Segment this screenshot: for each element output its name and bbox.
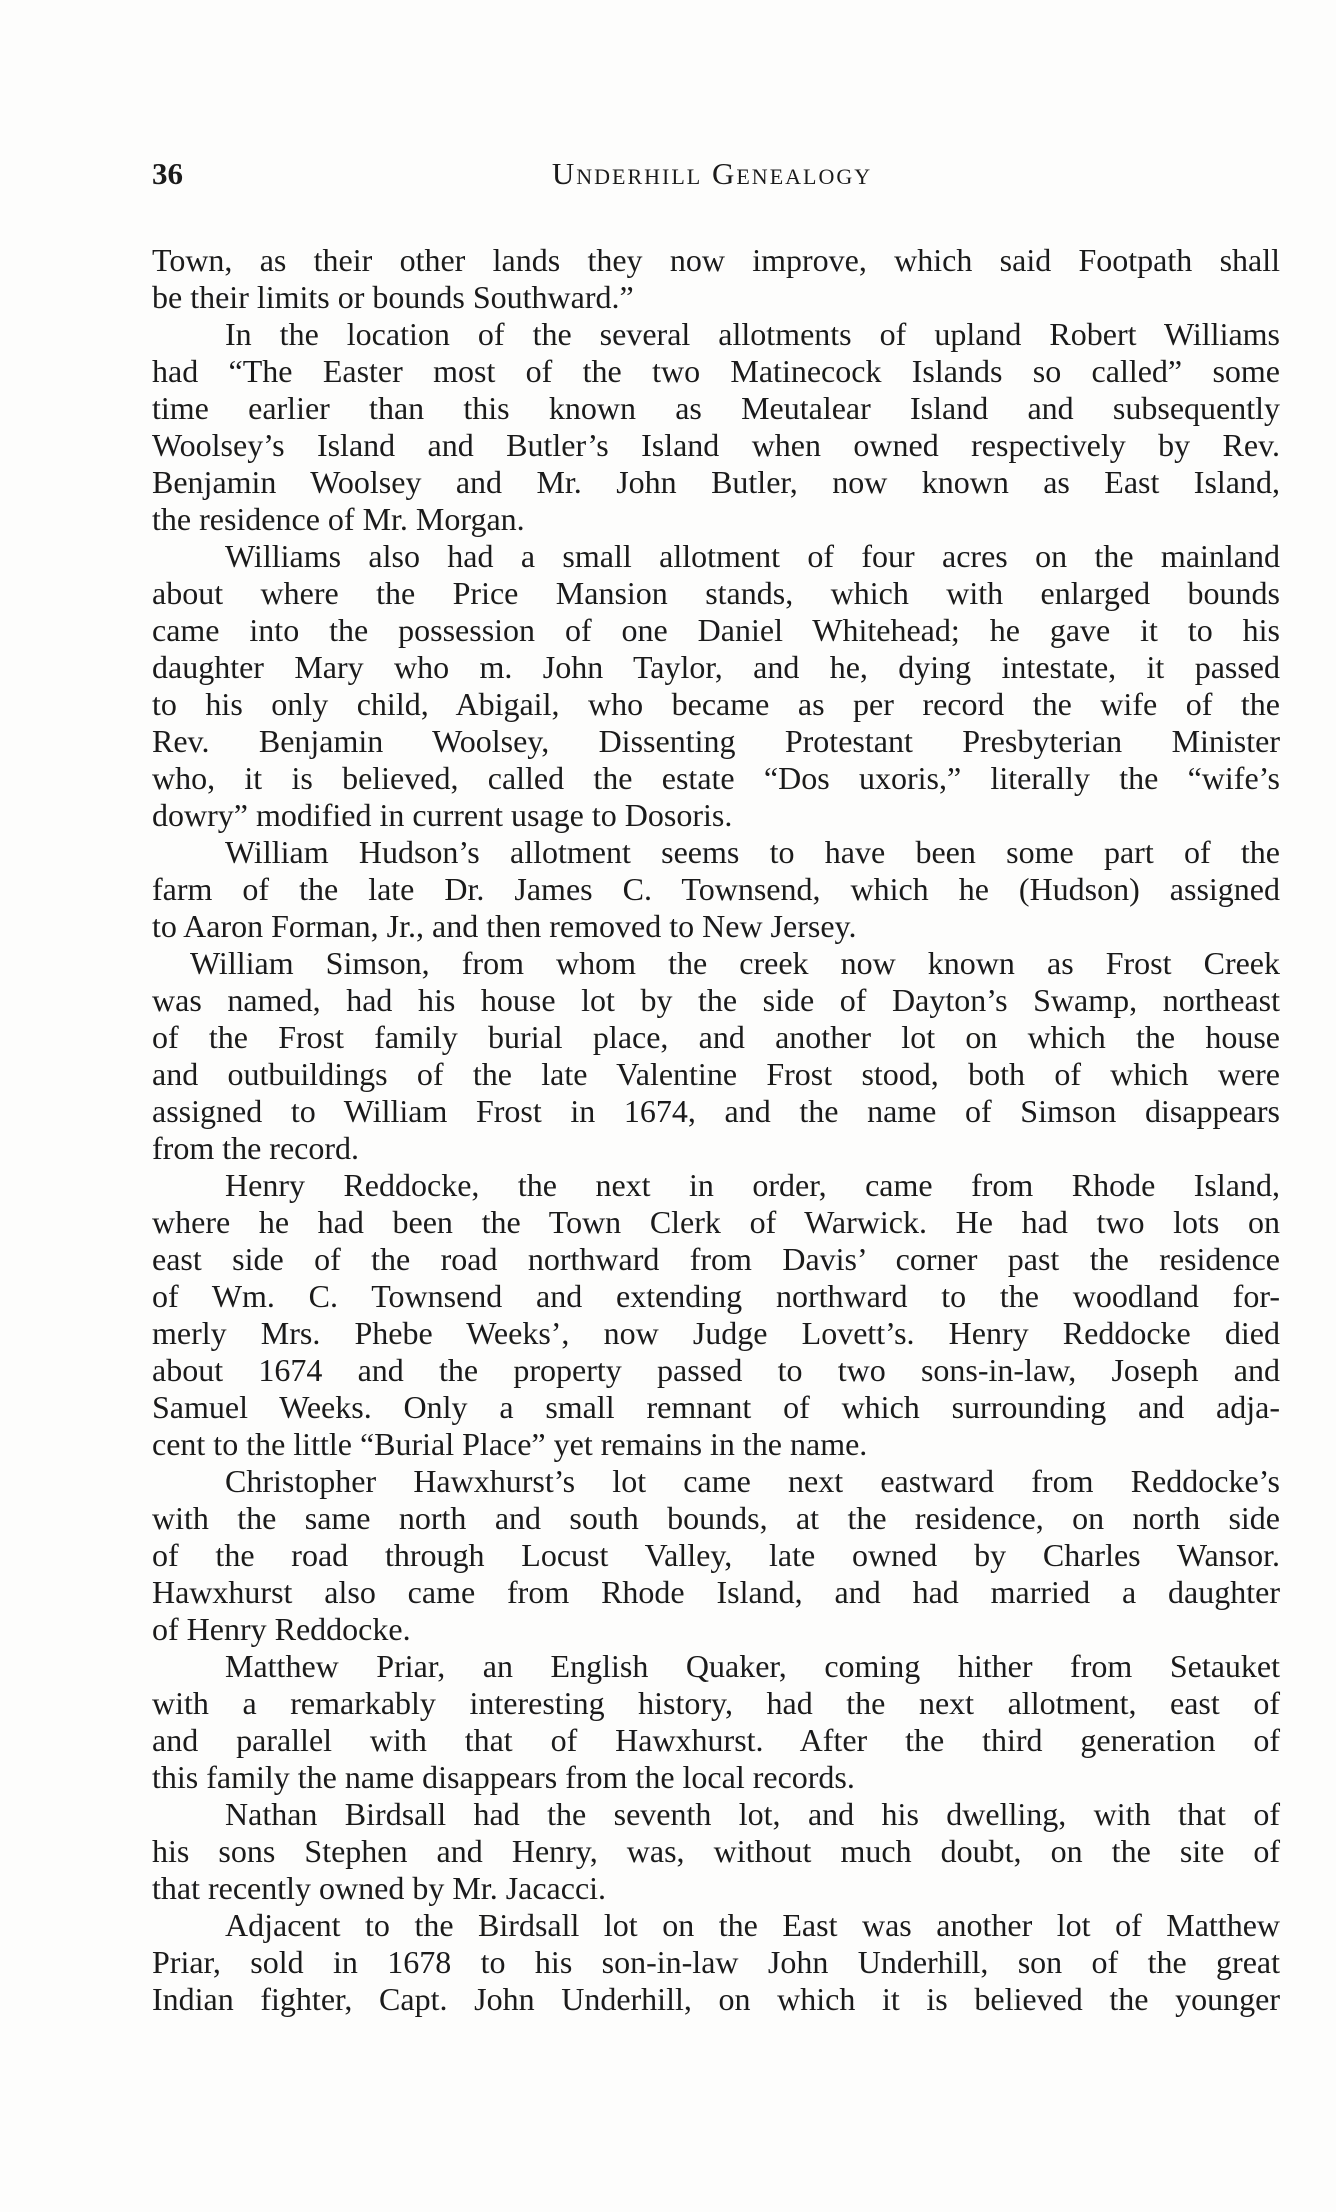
text-line: to Aaron Forman, Jr., and then removed to New Jersey. (152, 908, 857, 944)
text-line: Henry Reddocke, the next in order, came from Rhode Island, (225, 1167, 1280, 1203)
text-line: that recently owned by Mr. Jacacci. (152, 1870, 607, 1906)
paragraph (152, 316, 1280, 538)
text-line: to his only child, Abigail, who became as per record the wife of the (152, 686, 1280, 722)
paragraph (152, 1907, 1280, 2018)
text-line: Williams also had a small allotment of four acres on the mainland (225, 538, 1280, 574)
text-line: Christopher Hawxhurst’s lot came next eastward from Reddocke’s (225, 1463, 1280, 1499)
text-line: assigned to William Frost in 1674, and the name of Simson disappears (152, 1093, 1280, 1129)
text-line: and parallel with that of Hawxhurst. After the third generation of (152, 1722, 1280, 1758)
text-line: merly Mrs. Phebe Weeks’, now Judge Lovett’s. Henry Reddocke died (152, 1315, 1280, 1351)
text-line: of the Frost family burial place, and another lot on which the house (152, 1019, 1280, 1055)
text-line: Priar, sold in 1678 to his son-in-law John Underhill, son of the great (152, 1944, 1280, 1980)
text-line: of the road through Locust Valley, late owned by Charles Wansor. (152, 1537, 1280, 1573)
paragraph (152, 1167, 1280, 1463)
text-body (152, 242, 1280, 2018)
text-line: of Wm. C. Townsend and extending northward to the woodland for- (152, 1278, 1280, 1314)
text-line: Indian fighter, Capt. John Underhill, on which it is believed the younger (152, 1981, 1280, 2017)
paragraph (152, 1796, 1280, 1907)
text-line: be their limits or bounds Southward.” (152, 279, 634, 315)
text-line: was named, had his house lot by the side of Dayton’s Swamp, northeast (152, 982, 1280, 1018)
text-line: Town, as their other lands they now improve, which said Footpath shall (152, 242, 1280, 278)
paragraph (152, 945, 1280, 1167)
text-line: who, it is believed, called the estate “Dos uxoris,” literally the “wife’s (152, 760, 1280, 796)
text-line: In the location of the several allotments of upland Robert Williams (225, 316, 1280, 352)
text-line: William Hudson’s allotment seems to have been some part of the (225, 834, 1280, 870)
paragraph (152, 538, 1280, 834)
text-line: where he had been the Town Clerk of Warwick. He had two lots on (152, 1204, 1280, 1240)
text-line: daughter Mary who m. John Taylor, and he, dying intestate, it passed (152, 649, 1280, 685)
text-line: William Simson, from whom the creek now known as Frost Creek (190, 945, 1280, 981)
page-number: 36 (152, 156, 183, 191)
running-head: Underhill Genealogy (551, 156, 873, 191)
paragraph (152, 1648, 1280, 1796)
text-line: and outbuildings of the late Valentine Frost stood, both of which were (152, 1056, 1280, 1092)
text-line: Adjacent to the Birdsall lot on the East was another lot of Matthew (225, 1907, 1280, 1943)
text-line: this family the name disappears from the local records. (152, 1759, 855, 1795)
text-line: time earlier than this known as Meutalear Island and subsequently (152, 390, 1280, 426)
text-line: Woolsey’s Island and Butler’s Island when owned respectively by Rev. (152, 427, 1280, 463)
text-line: about 1674 and the property passed to two sons-in-law, Joseph and (152, 1352, 1280, 1388)
text-line: with the same north and south bounds, at the residence, on north side (152, 1500, 1280, 1536)
text-line: of Henry Reddocke. (152, 1611, 411, 1647)
text-line: Samuel Weeks. Only a small remnant of which surrounding and adja- (152, 1389, 1280, 1425)
paragraph (152, 1463, 1280, 1648)
text-line: Hawxhurst also came from Rhode Island, and had married a daughter (152, 1574, 1280, 1610)
text-line: Rev. Benjamin Woolsey, Dissenting Protestant Presbyterian Minister (152, 723, 1280, 759)
paragraph (152, 834, 1280, 945)
text-line: Benjamin Woolsey and Mr. John Butler, now known as East Island, (152, 464, 1280, 500)
text-line: his sons Stephen and Henry, was, without much doubt, on the site of (152, 1833, 1280, 1869)
text-line: had “The Easter most of the two Matinecock Islands so called” some (152, 353, 1280, 389)
text-line: east side of the road northward from Davis’ corner past the residence (152, 1241, 1280, 1277)
text-line: Nathan Birdsall had the seventh lot, and his dwelling, with that of (225, 1796, 1280, 1832)
text-line: from the record. (152, 1130, 360, 1166)
text-line: Matthew Priar, an English Quaker, coming hither from Setauket (225, 1648, 1280, 1684)
paragraph (152, 242, 1280, 316)
text-line: cent to the little “Burial Place” yet remains in the name. (152, 1426, 868, 1462)
text-line: came into the possession of one Daniel Whitehead; he gave it to his (152, 612, 1280, 648)
text-line: the residence of Mr. Morgan. (152, 501, 525, 537)
text-line: with a remarkably interesting history, had the next allotment, east of (152, 1685, 1280, 1721)
text-line: dowry” modified in current usage to Dosoris. (152, 797, 733, 833)
text-line: about where the Price Mansion stands, which with enlarged bounds (152, 575, 1280, 611)
text-line: farm of the late Dr. James C. Townsend, which he (Hudson) assigned (152, 871, 1280, 907)
